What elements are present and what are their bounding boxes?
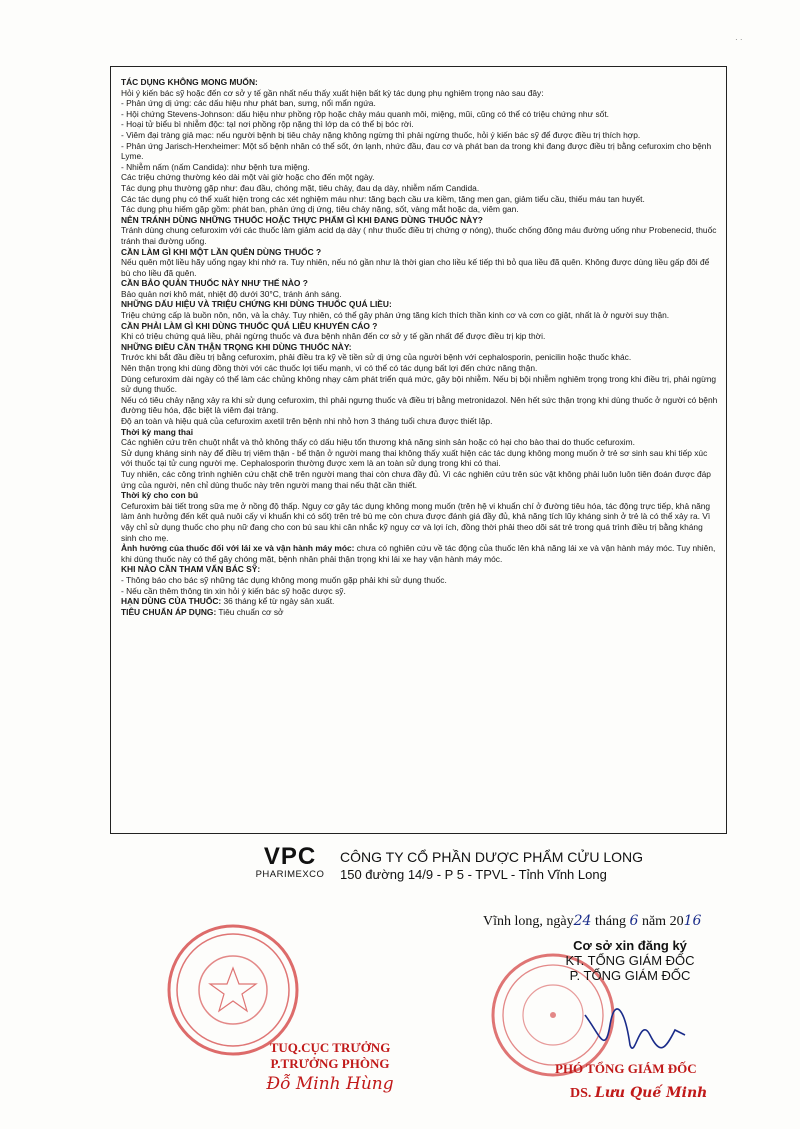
left-official-seal-icon [163,920,303,1060]
logo-subtext: PHARIMEXCO [255,869,325,880]
authority-role-1: TUQ.CỤC TRƯỞNG [269,1040,391,1055]
body-paragraph: - Nhiễm nấm (nấm Candida): như bệnh tưa miệng. [121,161,310,172]
body-paragraph: Tác dụng phụ thường gặp như: đau đầu, chóng mặt, tiêu chảy, đau dạ dày, nhiễm nấm Candida. [121,182,480,193]
date-line [483,913,701,930]
company-logo [250,845,330,880]
leaflet-inline-section [121,543,718,564]
registrant-sign-block [520,938,740,983]
body-paragraph: Trước khi bắt đầu điều trị bằng cefuroxim, phải điều tra kỹ về tiền sử dị ứng của người bệnh với cephalosporin, penicilin hoặc thuốc khác. [121,352,632,363]
authority-role-2: P.TRƯỞNG PHÒNG [270,1056,390,1071]
body-paragraph: Tránh dùng chung cefuroxim với các thuốc làm giảm acid dạ dày ( như thuốc điều trị chứng ợ nóng), thuốc chống đông máu đường uống như Probenecid, thuốc tránh thai đường uống. [121,225,717,246]
date-year-label: năm 20 [641,914,684,929]
section-heading: TÁC DỤNG KHÔNG MONG MUỐN: [121,77,258,87]
section-heading: NÊN TRÁNH DÙNG NHỮNG THUỐC HOẶC THỰC PHẨM GÌ KHI ĐANG DÙNG THUỐC NÀY? [121,214,483,225]
body-paragraph: Dùng cefuroxim dài ngày có thể làm các chủng không nhạy cảm phát triển quá mức, gây bội nhiễm. Nếu bị bội nhiễm nghiêm trọng trong khi điều trị, phải ngừng sử dụng thuốc. [121,373,717,395]
signer-title: PHÓ TỔNG GIÁM ĐỐC [555,1061,697,1076]
body-paragraph: Các tác dụng phụ có thể xuất hiện trong các xét nghiệm máu như: tăng bạch cầu ưa kiềm, tăng men gan, giảm tiểu cầu, thiếu máu tan huyết. [121,193,645,204]
authority-signer-name: Đỗ Minh Hùng [266,1074,394,1094]
body-paragraph: Nếu có tiêu chảy nặng xảy ra khi sử dụng cefuroxim, thì phải ngưng thuốc và điều trị bằng metronidazol. Nên hết sức thận trọng khi dùng thuốc ở người có bệnh đường tiêu hóa, đặc biệt là viêm đại tràng. [121,394,718,416]
inline-heading: Ảnh hưởng của thuốc đối với lái xe và vận hành máy móc: [121,543,355,554]
inline-heading: HẠN DÙNG CỦA THUỐC: [121,596,222,607]
body-paragraph: - Phản ứng Jarisch-Herxheimer: Một số bệnh nhân có thể sốt, ớn lạnh, nhức đầu, đau cơ và phát ban da trong khi đang được điều trị bằng cefuroxim cho bệnh Lyme. [121,140,712,162]
body-paragraph: - Thông báo cho bác sỹ những tác dụng không mong muốn gặp phải khi sử dụng thuốc. [121,574,447,585]
body-paragraph: Sử dụng kháng sinh này để điều trị viêm thận - bể thận ở người mang thai không thấy xuất hiện các tác dụng không mong muốn ở trẻ sơ sinh sau khi tiếp xúc với thuốc tại tử cung người mẹ. Cephalosporin thường được xem là an toàn sử dụng trong khi có thai. [121,447,708,469]
subsection-heading: Thời kỳ mang thai [121,426,194,437]
body-paragraph: Các nghiên cứu trên chuột nhắt và thỏ không thấy có dấu hiệu tổn thương khả năng sinh sản hoặc có hại cho bào thai do thuốc cefuroxim. [121,437,635,448]
logo-mark: VPC [263,843,317,870]
body-paragraph: Nếu quên một liều hãy uống ngay khi nhớ ra. Tuy nhiên, nếu nó gần như là thời gian cho liều kế tiếp thì bỏ qua liều đã quên. Không được dùng liều gấp đôi để bù cho liều đã quên. [121,257,710,278]
inline-heading: TIÊU CHUẨN ÁP DỤNG: [121,606,217,617]
company-footer [160,843,680,885]
section-heading: NHỮNG ĐIỀU CẦN THẬN TRỌNG KHI DÙNG THUỐC NÀY: [121,341,352,352]
body-paragraph: Tác dụng phụ hiếm gặp gồm: phát ban, phản ứng dị ứng, tiêu chảy nặng, sốt, vàng mắt hoặc da, viêm gan. [121,204,519,215]
body-paragraph: Bảo quản nơi khô mát, nhiệt độ dưới 30°C, tránh ánh sáng. [121,288,342,299]
body-paragraph: Tuy nhiên, các công trình nghiên cứu chặt chẽ trên người mang thai còn chưa đầy đủ. Vì các nghiên cứu trên súc vật không phải luôn luôn tiên đoán được đáp ứng của người, nên chỉ dùng thuốc này trên người mang thai nếu thật cần thiết. [121,468,711,490]
date-month-label: tháng [594,914,627,929]
inline-text: 36 tháng kể từ ngày sản xuất. [221,596,335,607]
registrant-label: Cơ sở xin đăng ký [573,938,687,953]
leaflet-inline-section [121,607,718,618]
body-paragraph: Cefuroxim bài tiết trong sữa mẹ ở nồng độ thấp. Nguy cơ gây tác dụng không mong muốn (trên hệ vi khuẩn chí ở đường tiêu hóa, tác động trực tiếp, khả năng làm ảnh hưởng đến kết quả nuôi cấy vi khuẩn khi có sốt) trên trẻ bú mẹ còn chưa được đánh giá đầy đủ, khả năng tích lũy kháng sinh ở trẻ là có thể xảy ra. Vì vậy chỉ sử dụng thuốc cho phụ nữ đang cho con bú sau khi cân nhắc kỹ nguy cơ và lợi ích, đồng thời phải theo dõi sát trẻ trong quá trình điều trị bằng kháng sinh cho mẹ. [121,500,711,543]
registrant-role-2: P. TỔNG GIÁM ĐỐC [569,968,691,983]
leaflet-inline-section [121,596,718,607]
body-paragraph: - Hội chứng Stevens-Johnson: dấu hiệu như phồng rộp hoặc chảy máu quanh môi, miệng, mũi, cũng có thể có triệu chứng như sốt. [121,108,609,119]
section-heading: NHỮNG DẤU HIỆU VÀ TRIỆU CHỨNG KHI DÙNG THUỐC QUÁ LIỀU: [121,299,392,310]
body-paragraph: - Hoại tử biểu bì nhiễm độc: tạI nơi phồng rộp nặng thì lớp da có thể bị bóc rời. [121,119,414,130]
section-heading: KHI NÀO CẦN THAM VẤN BÁC SỸ: [121,564,261,575]
inline-text: Tiêu chuẩn cơ sở [216,606,284,617]
leaflet-text-frame [110,66,727,834]
company-address: 150 đường 14/9 - P 5 - TPVL - Tỉnh Vĩnh Long [340,867,607,882]
body-paragraph: - Nếu cần thêm thông tin xin hỏi ý kiến bác sỹ hoặc dược sỹ. [121,585,346,596]
date-year-suffix: 16 [683,913,702,929]
date-day: 24 [573,913,592,929]
body-paragraph: Nên thận trọng khi dùng đồng thời với các thuốc lợi tiểu mạnh, vì có thể có tác dụng bất lợi đến chức năng thận. [121,363,538,374]
section-heading: CẦN PHẢI LÀM GÌ KHI DÙNG THUỐC QUÁ LIỀU KHUYẾN CÁO ? [121,320,378,331]
body-paragraph: Triệu chứng cấp là buồn nôn, nôn, và ỉa chảy. Tuy nhiên, có thể gây phản ứng tăng kích thích thần kinh cơ và cơn co giật, nhất là ở người suy thận. [121,310,670,321]
scan-speck: · · [735,35,743,44]
signer-name-prefix: DS. [570,1086,592,1101]
section-heading: CẦN BẢO QUẢN THUỐC NÀY NHƯ THẾ NÀO ? [121,278,308,289]
body-paragraph: Các triệu chứng thường kéo dài một vài giờ hoặc cho đến một ngày. [121,172,375,183]
body-paragraph: Độ an toàn và hiệu quả của cefuroxim axetil trên bệnh nhi nhỏ hơn 3 tháng tuổi chưa được thiết lập. [121,416,493,426]
section-heading: CẦN LÀM GÌ KHI MỘT LẦN QUÊN DÙNG THUỐC ? [121,246,322,257]
registrant-role-1: KT. TỔNG GIÁM ĐỐC [565,953,695,968]
company-name: CÔNG TY CỔ PHẦN DƯỢC PHẨM CỬU LONG [340,849,643,865]
signer-name-text: Lưu Quế Minh [594,1085,708,1101]
body-paragraph: Hỏi ý kiến bác sỹ hoặc đến cơ sở y tế gần nhất nếu thấy xuất hiện bất kỳ tác dụng phụ nghiêm trọng nào sau đây: [121,87,544,98]
body-paragraph: Khi có triệu chứng quá liều, phải ngừng thuốc và đưa bệnh nhân đến cơ sở y tế gần nhất để được điều trị kịp thời. [121,331,546,342]
signature-icon [580,1005,690,1060]
body-paragraph: - Viêm đại tràng giả mạc: nếu người bệnh bị tiêu chảy nặng không ngừng thì phải ngừng thuốc, hỏi ý kiến bác sỹ để được điều trị thích hợp. [121,129,641,140]
date-prefix: Vĩnh long, ngày [483,914,574,929]
date-month: 6 [629,913,639,929]
subsection-heading: Thời kỳ cho con bú [121,490,199,501]
signer-name [570,1085,707,1102]
body-paragraph: - Phản ứng dị ứng: các dấu hiệu như phát ban, sưng, nổi mẩn ngứa. [121,98,376,109]
inline-text: chưa có nghiên cứu về tác động của thuốc lên khả năng lái xe và vận hành máy móc. Tuy nhiên, khi dùng thuốc này có thể gây chóng mặt, bệnh nhân phải thận trọng khi lái xe hay vận hành máy móc. [121,543,716,564]
authority-sign-block [255,1040,405,1094]
